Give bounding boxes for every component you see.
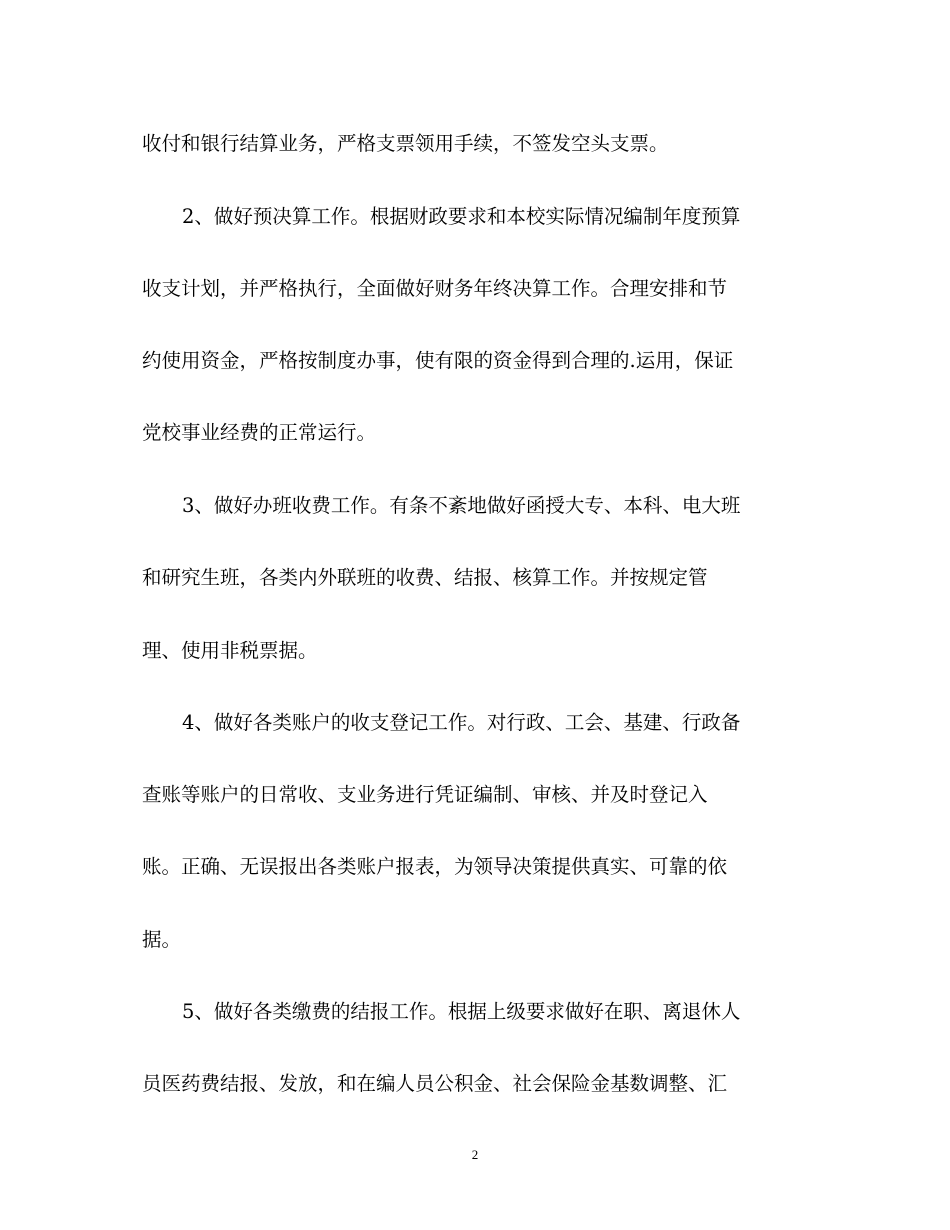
text-line: 和研究生班，各类内外联班的收费、结报、核算工作。并按规定管 <box>142 566 708 589</box>
text-line: 党校事业经费的正常运行。 <box>142 421 377 444</box>
text-line: 账。正确、无误报出各类账户报表，为领导决策提供真实、可靠的依 <box>142 855 728 878</box>
page-number: 2 <box>471 1147 479 1162</box>
text-line: 收支计划，并严格执行，全面做好财务年终决算工作。合理安排和节 <box>142 277 728 300</box>
text-line: 约使用资金，严格按制度办事，使有限的资金得到合理的.运用，保证 <box>142 349 734 372</box>
text-line: 收付和银行结算业务，严格支票领用手续，不签发空头支票。 <box>142 132 669 155</box>
text-line: 据。 <box>142 928 182 951</box>
text-line: 员医药费结报、发放，和在编人员公积金、社会保险金基数调整、汇 <box>142 1072 728 1095</box>
paragraph-2-line: 2、做好预决算工作。根据财政要求和本校实际情况编制年度预算 <box>182 205 741 228</box>
paragraph-3-line: 3、做好办班收费工作。有条不紊地做好函授大专、本科、电大班 <box>182 494 741 517</box>
paragraph-5-line: 5、做好各类缴费的结报工作。根据上级要求做好在职、离退休人 <box>182 1000 741 1023</box>
text-line: 查账等账户的日常收、支业务进行凭证编制、审核、并及时登记入 <box>142 783 708 806</box>
text-line: 理、使用非税票据。 <box>142 639 318 662</box>
paragraph-4-line: 4、做好各类账户的收支登记工作。对行政、工会、基建、行政备 <box>182 711 741 734</box>
